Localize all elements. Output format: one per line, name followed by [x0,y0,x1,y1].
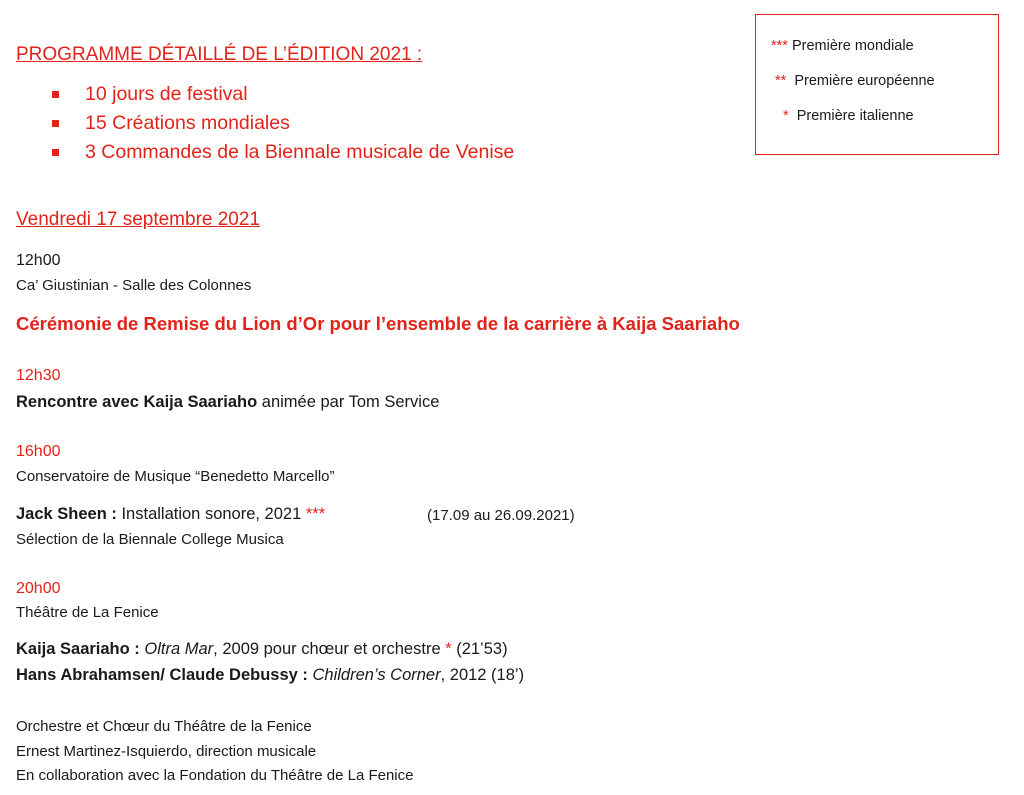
list-item: 15 Créations mondiales [52,109,514,138]
ceremony-title: Cérémonie de Remise du Lion d’Or pour l’ensemble de la carrière à Kaija Saariaho [16,313,740,334]
event-description: Rencontre avec Kaija Saariaho animée par Tom Service [16,393,440,411]
event-time: 12h30 [16,367,61,384]
work-line: Hans Abrahamsen/ Claude Debussy : Children’s Corner, 2012 (18’) [16,666,525,684]
programme-title: PROGRAMME DÉTAILLÉ DE L’ÉDITION 2021 : [16,44,423,65]
event-venue: Ca’ Giustinian - Salle des Colonnes [16,277,252,294]
work-line: Jack Sheen : Installation sonore, 2021 *** [16,505,326,523]
installation-dates: (17.09 au 26.09.2021) [427,507,575,524]
list-item: 3 Commandes de la Biennale musicale de Venise [52,138,514,167]
event-venue: Théâtre de La Fenice [16,604,159,621]
work-line: Kaija Saariaho : Oltra Mar, 2009 pour chœur et orchestre * (21’53) [16,640,508,658]
event-note: Sélection de la Biennale College Musica [16,531,284,548]
premiere-legend [755,14,999,155]
list-item: 10 jours de festival [52,80,514,109]
legend-item: * Première italienne [783,108,914,124]
legend-item: *** Première mondiale [771,38,914,54]
square-bullet-icon [52,91,59,98]
event-time: 12h00 [16,252,61,269]
legend-item: ** Première européenne [775,73,935,89]
square-bullet-icon [52,149,59,156]
credit-line: Ernest Martinez-Isquierdo, direction musicale [16,743,317,760]
event-venue: Conservatoire de Musique “Benedetto Marcello” [16,468,335,485]
event-time: 16h00 [16,443,61,460]
highlights-list [52,80,514,167]
square-bullet-icon [52,120,59,127]
event-time: 20h00 [16,580,61,597]
credit-line: Orchestre et Chœur du Théâtre de la Fenice [16,718,312,735]
day-heading: Vendredi 17 septembre 2021 [16,209,261,230]
credit-line: En collaboration avec la Fondation du Théâtre de La Fenice [16,767,414,784]
